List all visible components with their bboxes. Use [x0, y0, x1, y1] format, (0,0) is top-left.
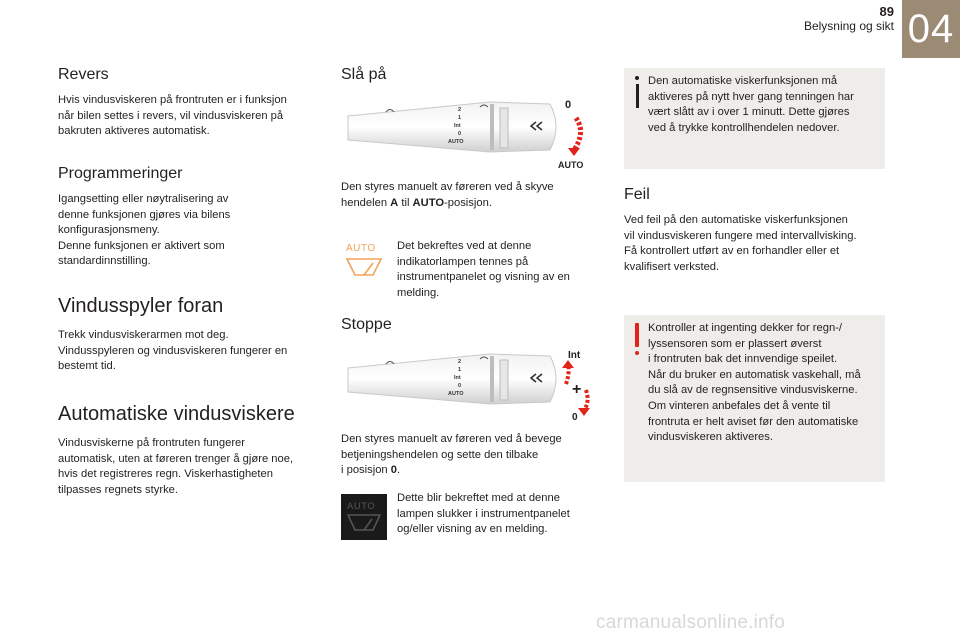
text-line: og/eller visning av en melding. — [397, 523, 548, 536]
text-line: Hvis vindusviskeren på frontruten er i funksjon — [58, 94, 287, 106]
revers-text — [58, 93, 287, 140]
wiper-stalk-on-illustration — [340, 92, 592, 172]
text-fragment: . — [396, 464, 401, 477]
sla-pa-indicator-text — [397, 239, 570, 301]
text-line: Ved feil på den automatiske viskerfunksjonen — [624, 214, 848, 226]
text-line: automatisk, uten at føreren trenger å gjøre noe, — [58, 452, 294, 465]
text-line: kvalifisert verksted. — [624, 260, 720, 273]
stoppe-heading: Stoppe — [341, 316, 392, 333]
stalk-label-zero: 0 — [565, 99, 572, 111]
text-line: tilpasses regnets styrke. — [58, 483, 179, 496]
indicator-label: AUTO — [346, 243, 376, 254]
arrow-down-icon — [574, 118, 581, 150]
stalk-pos-int: Int — [454, 123, 461, 129]
stalk-label-zero: 0 — [572, 412, 578, 422]
section-title: Belysning og sikt — [803, 19, 894, 33]
text-line: indikatorlampen tennes på — [397, 255, 529, 268]
warning-box — [624, 315, 885, 482]
stalk-pos-auto: AUTO — [448, 391, 464, 397]
text-line: i frontruten bak det innvendige speilet. — [648, 353, 838, 366]
plus-icon: + — [572, 381, 582, 398]
auto-wiper-indicator-on-icon — [341, 239, 387, 285]
text-line: Den automatiske viskerfunksjonen må — [648, 75, 838, 87]
sla-pa-heading: Slå på — [341, 66, 387, 83]
text-fragment: AUTO — [412, 196, 445, 209]
text-line: Trekk vindusviskerarmen mot deg. — [58, 329, 229, 341]
text-line: Dette blir bekreftet med at denne — [397, 492, 560, 504]
arrow-head-icon — [568, 148, 580, 156]
stalk-pos-0: 0 — [458, 383, 462, 389]
stalk-label-int: Int — [568, 350, 581, 361]
text-line: melding. — [397, 286, 440, 299]
automatiske-heading: Automatiske vindusviskere — [58, 403, 295, 425]
wiper-stalk-off-illustration — [340, 344, 592, 422]
text-fragment: i posisjon — [341, 464, 391, 477]
text-line: Kontroller at ingenting dekker for regn-/ — [648, 322, 843, 334]
stalk-pos-auto: AUTO — [448, 139, 464, 145]
programmeringer-heading: Programmeringer — [58, 165, 183, 182]
arrow-head-icon — [578, 408, 590, 416]
automatiske-text — [58, 436, 293, 498]
auto-wiper-indicator-off-icon — [341, 494, 387, 540]
text-line: når bilen settes i revers, vil vindusviskeren på — [58, 109, 284, 122]
text-fragment: -posisjon. — [444, 196, 492, 209]
warning-icon — [630, 321, 644, 357]
info-icon — [630, 74, 644, 110]
info-box-text — [648, 74, 854, 136]
text-line: betjeningshendelen og sette den tilbake — [341, 448, 539, 461]
text-line: vindusviskeren aktiveres. — [648, 431, 773, 444]
sla-pa-text — [341, 180, 554, 211]
stalk-pos-2: 2 — [458, 107, 462, 113]
text-line: ved å trykke kontrollhendelen nedover. — [648, 121, 840, 134]
text-fragment: 0 — [390, 464, 397, 477]
stalk-pos-int: Int — [454, 375, 461, 381]
vindusspyler-text — [58, 328, 287, 375]
text-line: bestemt tid. — [58, 360, 116, 373]
text-line: Vindusspyleren og vindusviskeren fungerer en — [58, 344, 288, 357]
text-line: lyssensoren som er plassert øverst — [648, 337, 822, 350]
text-fragment: A — [390, 196, 399, 209]
text-line: Om vinteren anbefales det å vente til — [648, 399, 831, 412]
stoppe-text — [341, 432, 562, 479]
text-line: vært slått av i over 1 minutt. Dette gjøres — [648, 106, 850, 119]
text-line: Få kontrollert utført av en forhandler eller et — [624, 245, 840, 258]
stoppe-indicator-text — [397, 491, 570, 538]
text-fragment: hendelen — [341, 196, 391, 209]
arrow-head-icon — [562, 360, 574, 368]
text-line: hvis det registreres regn. Viskerhastigheten — [58, 468, 273, 481]
text-line — [341, 196, 554, 212]
feil-text — [624, 213, 857, 275]
text-line: konfigurasjonsmeny. — [58, 224, 160, 237]
text-line: Denne funksjonen er aktivert som — [58, 239, 225, 252]
page-number: 89 — [879, 4, 894, 19]
text-line: Det bekreftes ved at denne — [397, 240, 532, 252]
text-line — [341, 463, 562, 479]
text-fragment: til — [398, 196, 413, 209]
indicator-label: AUTO — [347, 501, 376, 512]
text-line: Den styres manuelt av føreren ved å skyve — [341, 181, 554, 193]
warning-box-text — [648, 321, 861, 446]
text-line: Igangsetting eller nøytralisering av — [58, 193, 229, 205]
stalk-pos-1: 1 — [458, 115, 462, 121]
stalk-pos-2: 2 — [458, 359, 462, 365]
text-line: vil vindusviskeren fungere med intervallvisking. — [624, 229, 857, 242]
text-line: lampen slukker i instrumentpanelet — [397, 507, 570, 520]
stalk-label-auto: AUTO — [558, 160, 584, 170]
text-line: du slå av de regnsensitive vindusviskerne. — [648, 384, 858, 397]
programmeringer-text — [58, 192, 230, 270]
text-line: bakruten aktiveres automatisk. — [58, 125, 210, 138]
text-line: instrumentpanelet og visning av en — [397, 271, 570, 284]
text-line: aktiveres på nytt hver gang tenningen har — [648, 90, 854, 103]
text-line: denne funksjonen gjøres via bilens — [58, 208, 231, 221]
info-box — [624, 68, 885, 169]
text-line: Når du bruker en automatisk vaskehall, må — [648, 368, 861, 381]
text-line: Vindusviskerne på frontruten fungerer — [58, 437, 245, 449]
stalk-pos-1: 1 — [458, 367, 462, 373]
revers-heading: Revers — [58, 66, 109, 83]
arrow-down-icon — [584, 390, 588, 410]
stalk-pos-0: 0 — [458, 131, 462, 137]
text-line: Den styres manuelt av føreren ved å bevege — [341, 433, 562, 445]
feil-heading: Feil — [624, 186, 650, 203]
vindusspyler-heading: Vindusspyler foran — [58, 295, 224, 317]
text-line: frontruta er helt aviset før den automatiske — [648, 415, 859, 428]
watermark: carmanualsonline.info — [596, 612, 786, 633]
chapter-badge: 04 — [902, 0, 960, 58]
text-line: standardinnstilling. — [58, 255, 151, 268]
